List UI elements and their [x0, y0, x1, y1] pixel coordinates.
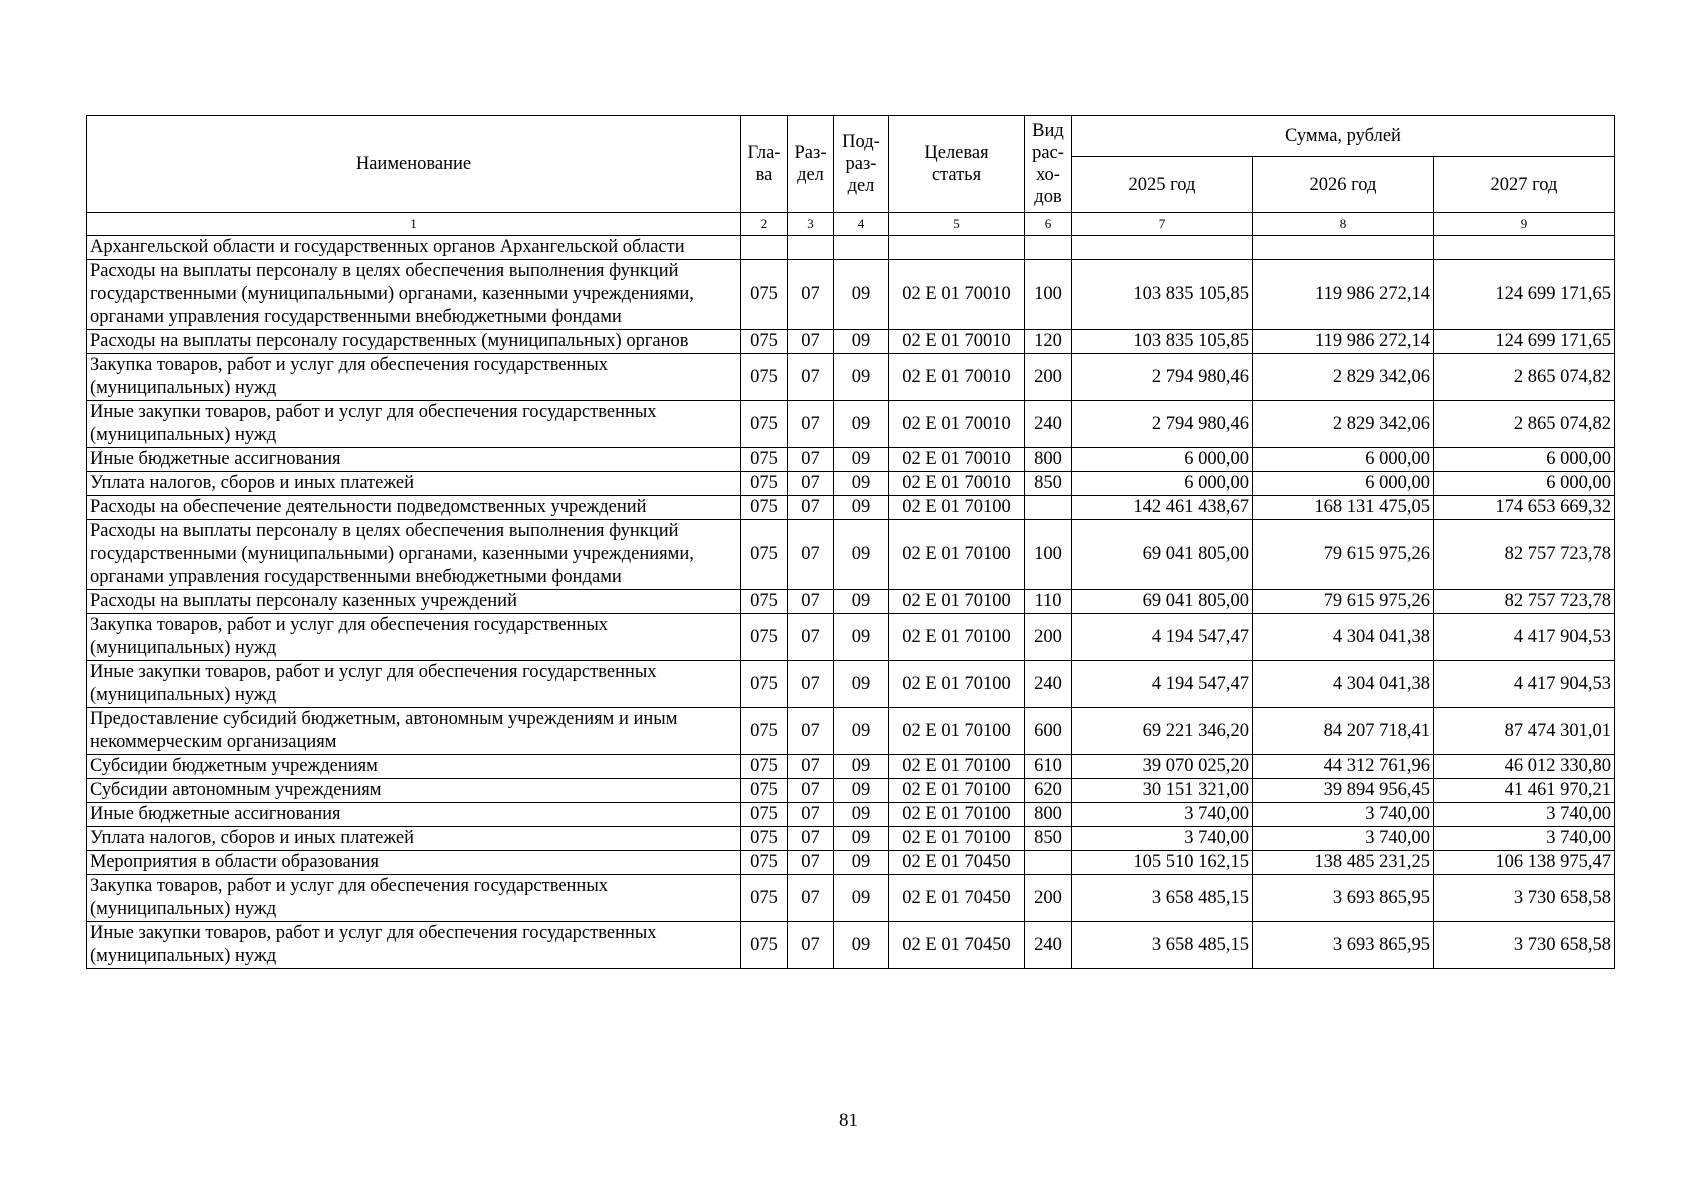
row-sum-2026: 84 207 718,41 [1253, 708, 1434, 755]
row-target: 02 Е 01 70100 [889, 755, 1025, 779]
row-razdel [788, 236, 834, 260]
table-row [87, 922, 1615, 969]
column-number: 3 [788, 213, 834, 236]
column-number: 4 [834, 213, 889, 236]
row-sum-2027: 4 417 904,53 [1434, 661, 1615, 708]
row-name: Закупка товаров, работ и услуг для обеспечения государственных (муниципальных) нужд [87, 875, 741, 922]
row-vid [1025, 851, 1072, 875]
table-row [87, 472, 1615, 496]
row-sum-2025 [1072, 236, 1253, 260]
row-target: 02 Е 01 70010 [889, 472, 1025, 496]
row-sum-2026: 2 829 342,06 [1253, 401, 1434, 448]
row-razdel: 07 [788, 520, 834, 590]
row-podrazdel: 09 [834, 922, 889, 969]
row-target [889, 236, 1025, 260]
row-podrazdel: 09 [834, 354, 889, 401]
row-sum-2025: 3 740,00 [1072, 827, 1253, 851]
row-sum-2027: 87 474 301,01 [1434, 708, 1615, 755]
header-glava: Гла- ва [741, 116, 788, 213]
row-glava: 075 [741, 614, 788, 661]
row-vid: 600 [1025, 708, 1072, 755]
row-name: Иные бюджетные ассигнования [87, 803, 741, 827]
row-sum-2026: 3 740,00 [1253, 803, 1434, 827]
row-sum-2026: 138 485 231,25 [1253, 851, 1434, 875]
row-sum-2025: 142 461 438,67 [1072, 496, 1253, 520]
row-glava [741, 236, 788, 260]
table-row [87, 875, 1615, 922]
column-number: 5 [889, 213, 1025, 236]
row-sum-2026: 44 312 761,96 [1253, 755, 1434, 779]
row-razdel: 07 [788, 354, 834, 401]
row-razdel: 07 [788, 661, 834, 708]
row-target: 02 Е 01 70100 [889, 614, 1025, 661]
row-name: Закупка товаров, работ и услуг для обеспечения государственных (муниципальных) нужд [87, 614, 741, 661]
row-vid: 610 [1025, 755, 1072, 779]
row-sum-2025: 6 000,00 [1072, 472, 1253, 496]
column-number: 2 [741, 213, 788, 236]
row-sum-2025: 4 194 547,47 [1072, 661, 1253, 708]
row-sum-2026: 168 131 475,05 [1253, 496, 1434, 520]
row-name: Расходы на обеспечение деятельности подведомственных учреждений [87, 496, 741, 520]
table-row [87, 779, 1615, 803]
row-vid: 850 [1025, 827, 1072, 851]
row-sum-2025: 2 794 980,46 [1072, 401, 1253, 448]
row-sum-2025: 3 658 485,15 [1072, 875, 1253, 922]
column-number: 8 [1253, 213, 1434, 236]
row-name: Субсидии бюджетным учреждениям [87, 755, 741, 779]
row-vid: 110 [1025, 590, 1072, 614]
row-sum-2025: 2 794 980,46 [1072, 354, 1253, 401]
table-row [87, 614, 1615, 661]
row-sum-2026 [1253, 236, 1434, 260]
row-razdel: 07 [788, 779, 834, 803]
row-sum-2025: 103 835 105,85 [1072, 260, 1253, 330]
page-number: 81 [839, 1110, 858, 1131]
column-number: 1 [87, 213, 741, 236]
row-name: Иные закупки товаров, работ и услуг для обеспечения государственных (муниципальных) нужд [87, 661, 741, 708]
row-razdel: 07 [788, 614, 834, 661]
row-glava: 075 [741, 472, 788, 496]
row-sum-2027: 3 740,00 [1434, 827, 1615, 851]
row-sum-2027: 4 417 904,53 [1434, 614, 1615, 661]
row-glava: 075 [741, 520, 788, 590]
row-target: 02 Е 01 70010 [889, 260, 1025, 330]
row-target: 02 Е 01 70010 [889, 401, 1025, 448]
row-glava: 075 [741, 330, 788, 354]
row-podrazdel: 09 [834, 875, 889, 922]
budget-table [86, 115, 1615, 969]
row-podrazdel: 09 [834, 803, 889, 827]
row-vid [1025, 496, 1072, 520]
row-target: 02 Е 01 70010 [889, 330, 1025, 354]
column-number-row [87, 213, 1615, 236]
row-name: Уплата налогов, сборов и иных платежей [87, 472, 741, 496]
row-target: 02 Е 01 70450 [889, 922, 1025, 969]
row-vid: 240 [1025, 401, 1072, 448]
row-sum-2025: 69 221 346,20 [1072, 708, 1253, 755]
header-podrazdel: Под- раз- дел [834, 116, 889, 213]
row-name: Иные закупки товаров, работ и услуг для обеспечения государственных (муниципальных) нужд [87, 401, 741, 448]
table-row [87, 354, 1615, 401]
row-vid: 850 [1025, 472, 1072, 496]
header-2025: 2025 год [1072, 157, 1253, 213]
row-sum-2026: 79 615 975,26 [1253, 520, 1434, 590]
header-2027: 2027 год [1434, 157, 1615, 213]
row-razdel: 07 [788, 448, 834, 472]
row-sum-2027: 106 138 975,47 [1434, 851, 1615, 875]
column-number: 6 [1025, 213, 1072, 236]
row-sum-2027: 124 699 171,65 [1434, 330, 1615, 354]
row-glava: 075 [741, 803, 788, 827]
row-name: Закупка товаров, работ и услуг для обеспечения государственных (муниципальных) нужд [87, 354, 741, 401]
row-target: 02 Е 01 70100 [889, 661, 1025, 708]
row-sum-2026: 39 894 956,45 [1253, 779, 1434, 803]
row-glava: 075 [741, 354, 788, 401]
row-podrazdel: 09 [834, 472, 889, 496]
row-glava: 075 [741, 260, 788, 330]
row-name: Уплата налогов, сборов и иных платежей [87, 827, 741, 851]
row-glava: 075 [741, 401, 788, 448]
row-sum-2025: 39 070 025,20 [1072, 755, 1253, 779]
row-target: 02 Е 01 70010 [889, 354, 1025, 401]
row-sum-2025: 30 151 321,00 [1072, 779, 1253, 803]
row-podrazdel: 09 [834, 779, 889, 803]
row-razdel: 07 [788, 827, 834, 851]
row-target: 02 Е 01 70100 [889, 708, 1025, 755]
row-name: Архангельской области и государственных органов Архангельской области [87, 236, 741, 260]
row-vid: 200 [1025, 614, 1072, 661]
table-row [87, 803, 1615, 827]
row-target: 02 Е 01 70100 [889, 520, 1025, 590]
row-sum-2027: 124 699 171,65 [1434, 260, 1615, 330]
table-body [87, 236, 1615, 969]
row-sum-2025: 3 658 485,15 [1072, 922, 1253, 969]
header-target: Целевая статья [889, 116, 1025, 213]
row-sum-2027: 82 757 723,78 [1434, 520, 1615, 590]
row-sum-2026: 3 740,00 [1253, 827, 1434, 851]
row-glava: 075 [741, 708, 788, 755]
row-sum-2026: 4 304 041,38 [1253, 614, 1434, 661]
row-sum-2027: 3 730 658,58 [1434, 875, 1615, 922]
row-vid: 100 [1025, 260, 1072, 330]
table-row [87, 330, 1615, 354]
row-name: Иные бюджетные ассигнования [87, 448, 741, 472]
row-name: Расходы на выплаты персоналу казенных учреждений [87, 590, 741, 614]
row-sum-2027: 46 012 330,80 [1434, 755, 1615, 779]
row-podrazdel: 09 [834, 755, 889, 779]
row-sum-2027: 3 730 658,58 [1434, 922, 1615, 969]
table-row [87, 851, 1615, 875]
row-sum-2027: 2 865 074,82 [1434, 354, 1615, 401]
row-target: 02 Е 01 70100 [889, 779, 1025, 803]
table-row [87, 661, 1615, 708]
row-podrazdel: 09 [834, 330, 889, 354]
row-vid: 100 [1025, 520, 1072, 590]
row-vid [1025, 236, 1072, 260]
column-number: 9 [1434, 213, 1615, 236]
table-row [87, 236, 1615, 260]
row-glava: 075 [741, 779, 788, 803]
row-vid: 120 [1025, 330, 1072, 354]
row-glava: 075 [741, 448, 788, 472]
table-row [87, 260, 1615, 330]
row-sum-2027: 6 000,00 [1434, 472, 1615, 496]
row-glava: 075 [741, 827, 788, 851]
row-glava: 075 [741, 875, 788, 922]
row-razdel: 07 [788, 803, 834, 827]
row-sum-2026: 3 693 865,95 [1253, 922, 1434, 969]
row-sum-2026: 4 304 041,38 [1253, 661, 1434, 708]
row-podrazdel: 09 [834, 614, 889, 661]
row-name: Расходы на выплаты персоналу государственных (муниципальных) органов [87, 330, 741, 354]
table-row [87, 827, 1615, 851]
row-glava: 075 [741, 755, 788, 779]
table-row [87, 401, 1615, 448]
row-podrazdel: 09 [834, 260, 889, 330]
row-sum-2025: 3 740,00 [1072, 803, 1253, 827]
row-podrazdel: 09 [834, 827, 889, 851]
header-razdel: Раз- дел [788, 116, 834, 213]
row-target: 02 Е 01 70100 [889, 496, 1025, 520]
row-vid: 200 [1025, 354, 1072, 401]
row-razdel: 07 [788, 755, 834, 779]
row-razdel: 07 [788, 590, 834, 614]
row-razdel: 07 [788, 875, 834, 922]
row-sum-2025: 69 041 805,00 [1072, 520, 1253, 590]
row-vid: 200 [1025, 875, 1072, 922]
row-podrazdel: 09 [834, 661, 889, 708]
row-name: Предоставление субсидий бюджетным, автономным учреждениям и иным некоммерческим организациям [87, 708, 741, 755]
row-razdel: 07 [788, 851, 834, 875]
row-target: 02 Е 01 70450 [889, 875, 1025, 922]
row-razdel: 07 [788, 496, 834, 520]
row-podrazdel: 09 [834, 401, 889, 448]
row-target: 02 Е 01 70100 [889, 590, 1025, 614]
row-sum-2025: 105 510 162,15 [1072, 851, 1253, 875]
table-row [87, 755, 1615, 779]
row-podrazdel: 09 [834, 590, 889, 614]
row-vid: 240 [1025, 922, 1072, 969]
table-row [87, 496, 1615, 520]
row-podrazdel: 09 [834, 851, 889, 875]
row-sum-2027: 41 461 970,21 [1434, 779, 1615, 803]
row-razdel: 07 [788, 401, 834, 448]
row-vid: 240 [1025, 661, 1072, 708]
row-sum-2027: 6 000,00 [1434, 448, 1615, 472]
row-razdel: 07 [788, 708, 834, 755]
row-sum-2026: 119 986 272,14 [1253, 330, 1434, 354]
row-name: Мероприятия в области образования [87, 851, 741, 875]
row-glava: 075 [741, 590, 788, 614]
row-sum-2027: 2 865 074,82 [1434, 401, 1615, 448]
row-name: Расходы на выплаты персоналу в целях обеспечения выполнения функций государственными (муниципальными) органами, казенными учреждениями, органами управления государственными внебюджетными фондами [87, 260, 741, 330]
row-razdel: 07 [788, 472, 834, 496]
table-row [87, 448, 1615, 472]
row-sum-2026: 6 000,00 [1253, 448, 1434, 472]
row-glava: 075 [741, 496, 788, 520]
row-vid: 620 [1025, 779, 1072, 803]
row-vid: 800 [1025, 803, 1072, 827]
row-glava: 075 [741, 851, 788, 875]
column-number: 7 [1072, 213, 1253, 236]
row-podrazdel: 09 [834, 708, 889, 755]
row-sum-2026: 79 615 975,26 [1253, 590, 1434, 614]
header-summa: Сумма, рублей [1072, 116, 1615, 157]
header-name: Наименование [87, 116, 741, 213]
row-razdel: 07 [788, 330, 834, 354]
row-podrazdel [834, 236, 889, 260]
row-target: 02 Е 01 70100 [889, 827, 1025, 851]
row-sum-2027: 3 740,00 [1434, 803, 1615, 827]
row-sum-2027: 174 653 669,32 [1434, 496, 1615, 520]
row-sum-2027 [1434, 236, 1615, 260]
header-vid: Вид рас- хо- дов [1025, 116, 1072, 213]
row-podrazdel: 09 [834, 520, 889, 590]
row-razdel: 07 [788, 922, 834, 969]
row-podrazdel: 09 [834, 496, 889, 520]
row-razdel: 07 [788, 260, 834, 330]
row-sum-2026: 6 000,00 [1253, 472, 1434, 496]
row-sum-2025: 69 041 805,00 [1072, 590, 1253, 614]
row-sum-2025: 4 194 547,47 [1072, 614, 1253, 661]
row-glava: 075 [741, 922, 788, 969]
table-row [87, 520, 1615, 590]
table-row [87, 590, 1615, 614]
table-row [87, 708, 1615, 755]
row-sum-2027: 82 757 723,78 [1434, 590, 1615, 614]
row-sum-2026: 3 693 865,95 [1253, 875, 1434, 922]
row-sum-2025: 103 835 105,85 [1072, 330, 1253, 354]
row-sum-2026: 2 829 342,06 [1253, 354, 1434, 401]
row-glava: 075 [741, 661, 788, 708]
row-name: Иные закупки товаров, работ и услуг для обеспечения государственных (муниципальных) нужд [87, 922, 741, 969]
header-2026: 2026 год [1253, 157, 1434, 213]
row-target: 02 Е 01 70450 [889, 851, 1025, 875]
row-target: 02 Е 01 70100 [889, 803, 1025, 827]
row-target: 02 Е 01 70010 [889, 448, 1025, 472]
row-vid: 800 [1025, 448, 1072, 472]
row-name: Субсидии автономным учреждениям [87, 779, 741, 803]
row-name: Расходы на выплаты персоналу в целях обеспечения выполнения функций государственными (муниципальными) органами, казенными учреждениями, органами управления государственными внебюджетными фондами [87, 520, 741, 590]
row-sum-2026: 119 986 272,14 [1253, 260, 1434, 330]
row-podrazdel: 09 [834, 448, 889, 472]
row-sum-2025: 6 000,00 [1072, 448, 1253, 472]
